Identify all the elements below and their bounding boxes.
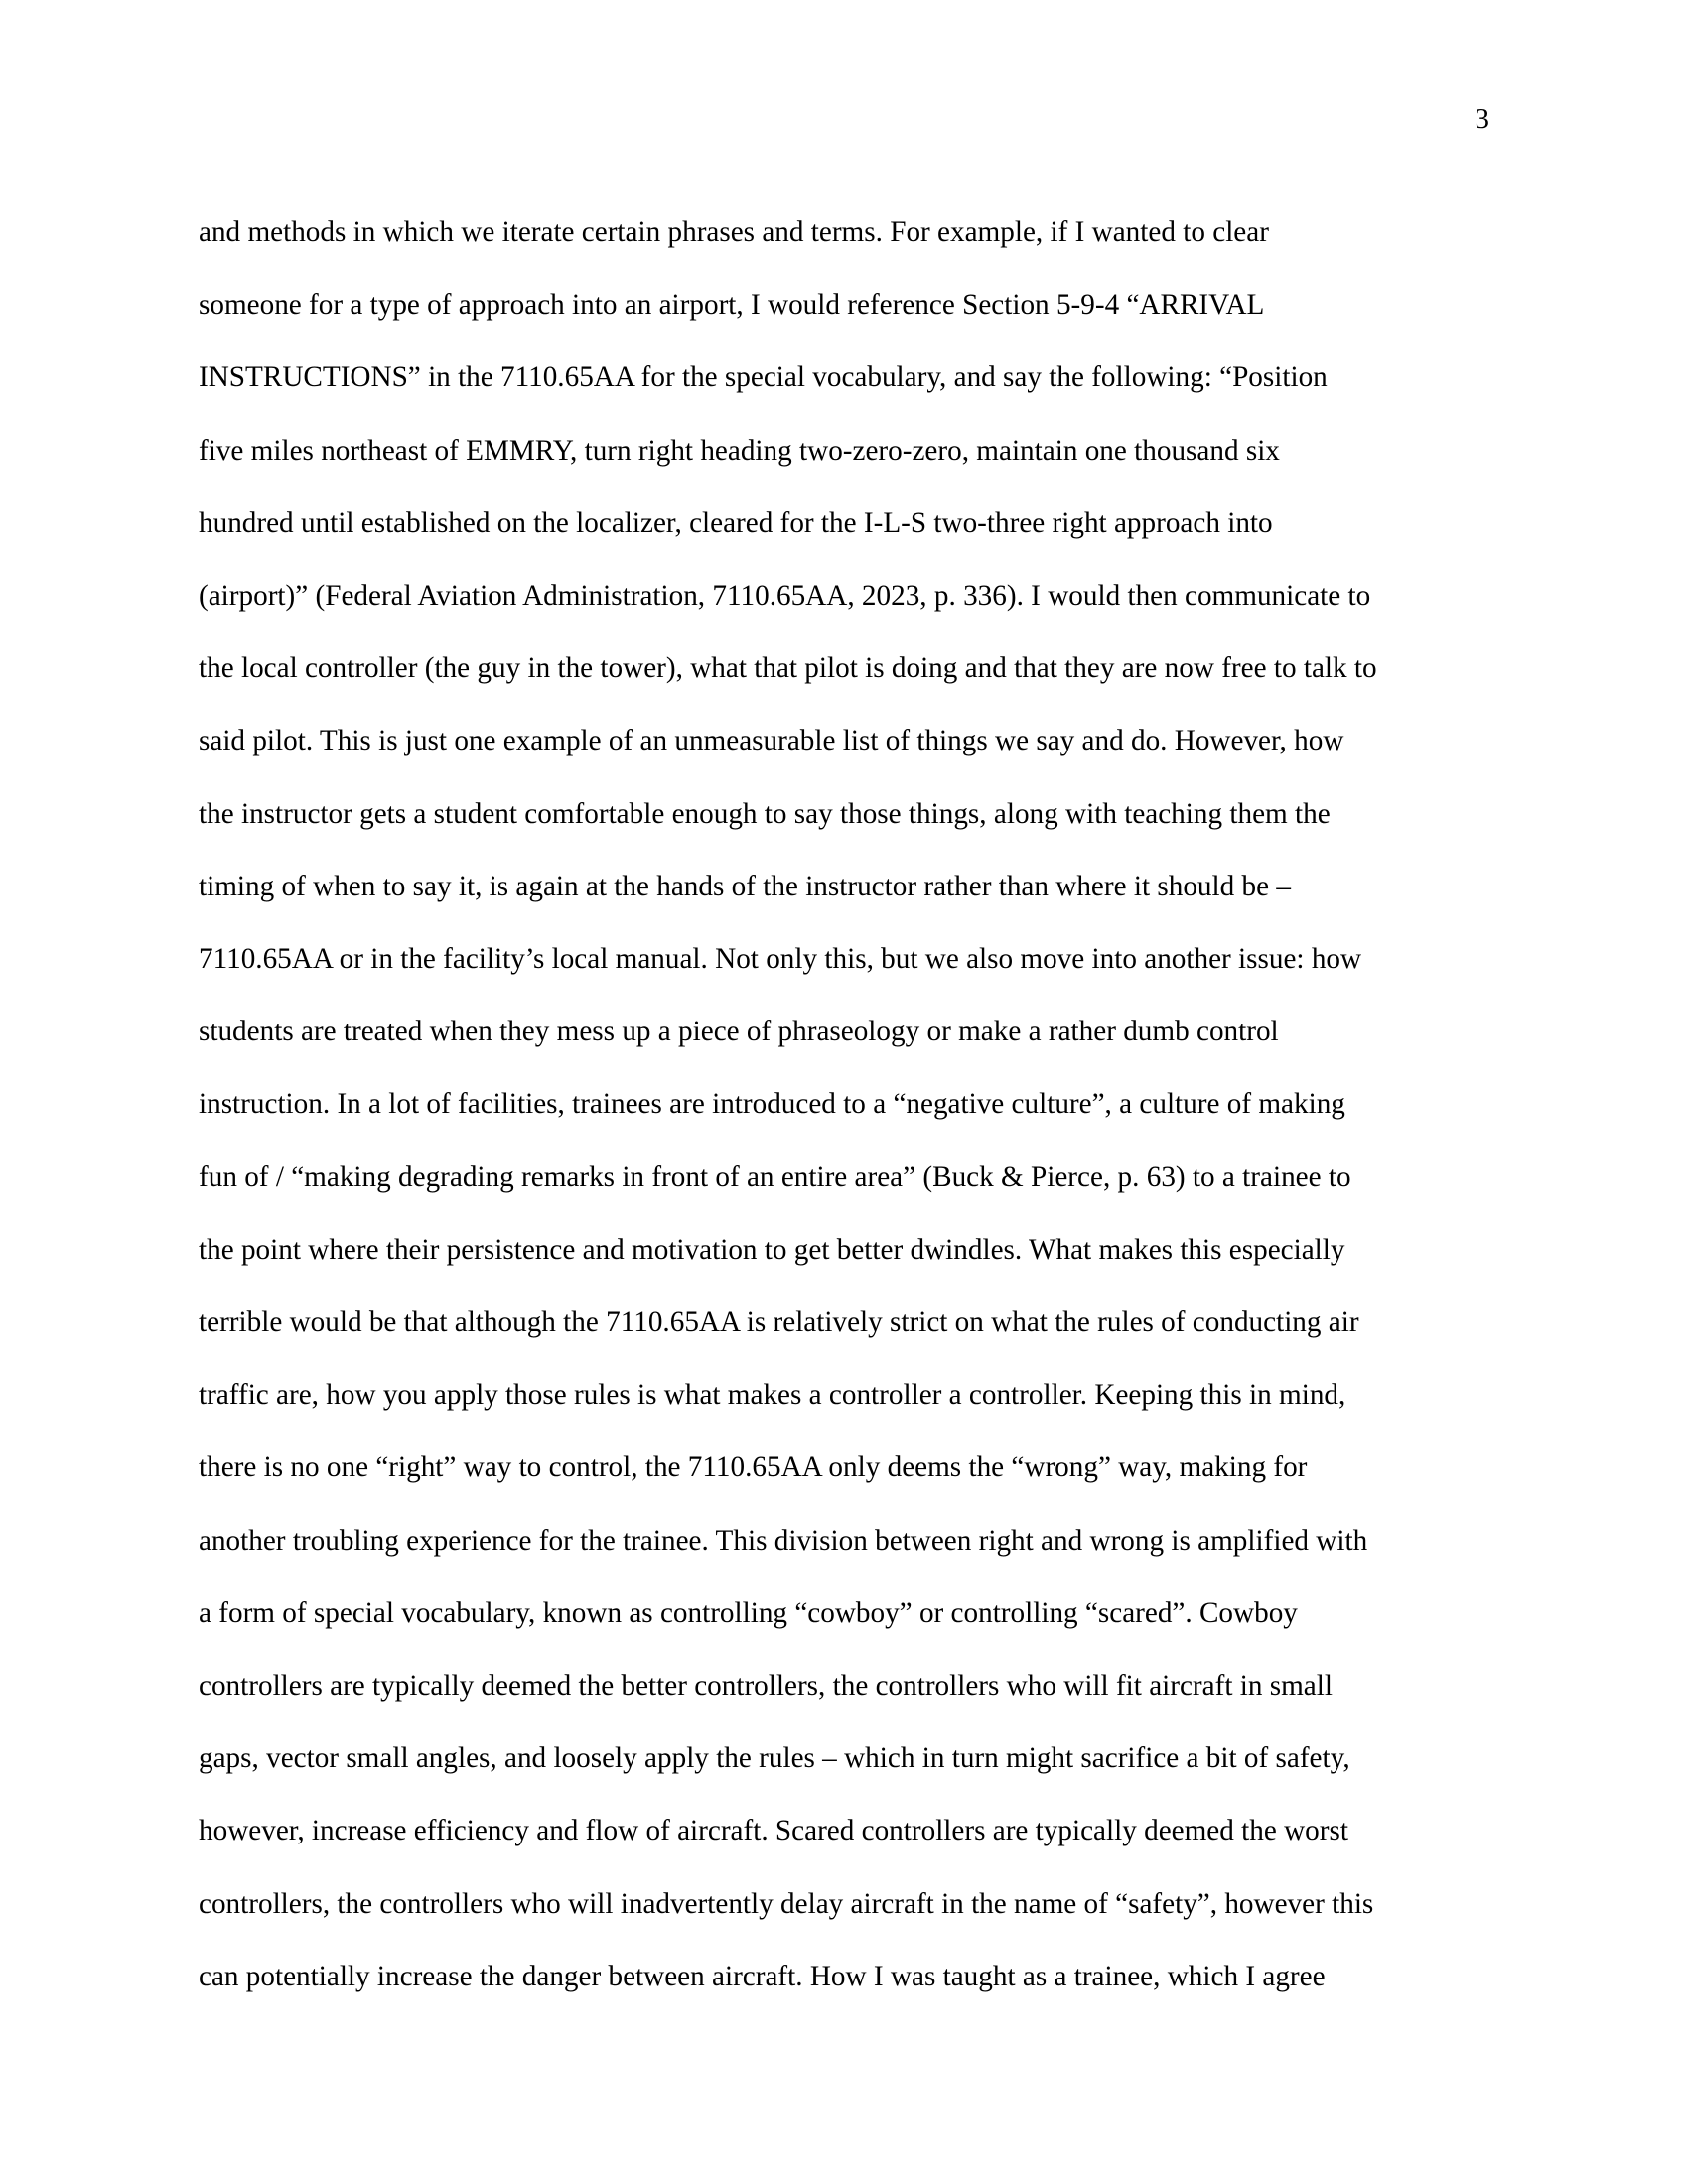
text-line: a form of special vocabulary, known as controlling “cowboy” or controlling “scared”. Cowboy <box>199 1596 1298 1629</box>
text-line: however, increase efficiency and flow of aircraft. Scared controllers are typically deemed the worst <box>199 1815 1348 1847</box>
text-line: the point where their persistence and motivation to get better dwindles. What makes this especially <box>199 1233 1345 1266</box>
text-line: timing of when to say it, is again at the hands of the instructor rather than where it should be – <box>199 870 1291 902</box>
body-paragraph <box>199 197 1489 2013</box>
text-line: can potentially increase the danger between aircraft. How I was taught as a trainee, which I agree <box>199 1960 1326 1992</box>
text-line: fun of / “making degrading remarks in front of an entire area” (Buck & Pierce, p. 63) to a trainee to <box>199 1160 1351 1193</box>
text-line: there is no one “right” way to control, the 7110.65AA only deems the “wrong” way, making for <box>199 1451 1308 1484</box>
text-line: and methods in which we iterate certain phrases and terms. For example, if I wanted to clear <box>199 216 1269 248</box>
page-number: 3 <box>1475 103 1489 135</box>
text-line: hundred until established on the localizer, cleared for the I-L-S two-three right approach into <box>199 506 1273 539</box>
text-line: the instructor gets a student comfortable enough to say those things, along with teaching them the <box>199 797 1331 830</box>
text-line: terrible would be that although the 7110.65AA is relatively strict on what the rules of conducting air <box>199 1306 1359 1339</box>
text-line: 7110.65AA or in the facility’s local manual. Not only this, but we also move into another issue: how <box>199 943 1362 976</box>
text-line: someone for a type of approach into an airport, I would reference Section 5-9-4 “ARRIVAL <box>199 289 1265 322</box>
text-line: students are treated when they mess up a piece of phraseology or make a rather dumb control <box>199 1016 1279 1048</box>
text-line: another troubling experience for the trainee. This division between right and wrong is amplified with <box>199 1524 1368 1557</box>
text-line: controllers, the controllers who will inadvertently delay aircraft in the name of “safety”, however this <box>199 1887 1374 1920</box>
text-line: five miles northeast of EMMRY, turn right heading two-zero-zero, maintain one thousand six <box>199 434 1280 467</box>
text-line: INSTRUCTIONS” in the 7110.65AA for the special vocabulary, and say the following: “Position <box>199 361 1328 394</box>
text-line: instruction. In a lot of facilities, trainees are introduced to a “negative culture”, a culture of making <box>199 1088 1345 1121</box>
text-line: said pilot. This is just one example of an unmeasurable list of things we say and do. However, how <box>199 725 1344 757</box>
text-line: the local controller (the guy in the tower), what that pilot is doing and that they are now free to talk to <box>199 652 1377 685</box>
text-line: traffic are, how you apply those rules is what makes a controller a controller. Keeping this in mind, <box>199 1379 1346 1412</box>
text-line: gaps, vector small angles, and loosely apply the rules – which in turn might sacrifice a bit of safety, <box>199 1742 1350 1775</box>
text-line: (airport)” (Federal Aviation Administration, 7110.65AA, 2023, p. 336). I would then communicate to <box>199 580 1371 613</box>
text-line: controllers are typically deemed the better controllers, the controllers who will fit aircraft in small <box>199 1670 1333 1703</box>
